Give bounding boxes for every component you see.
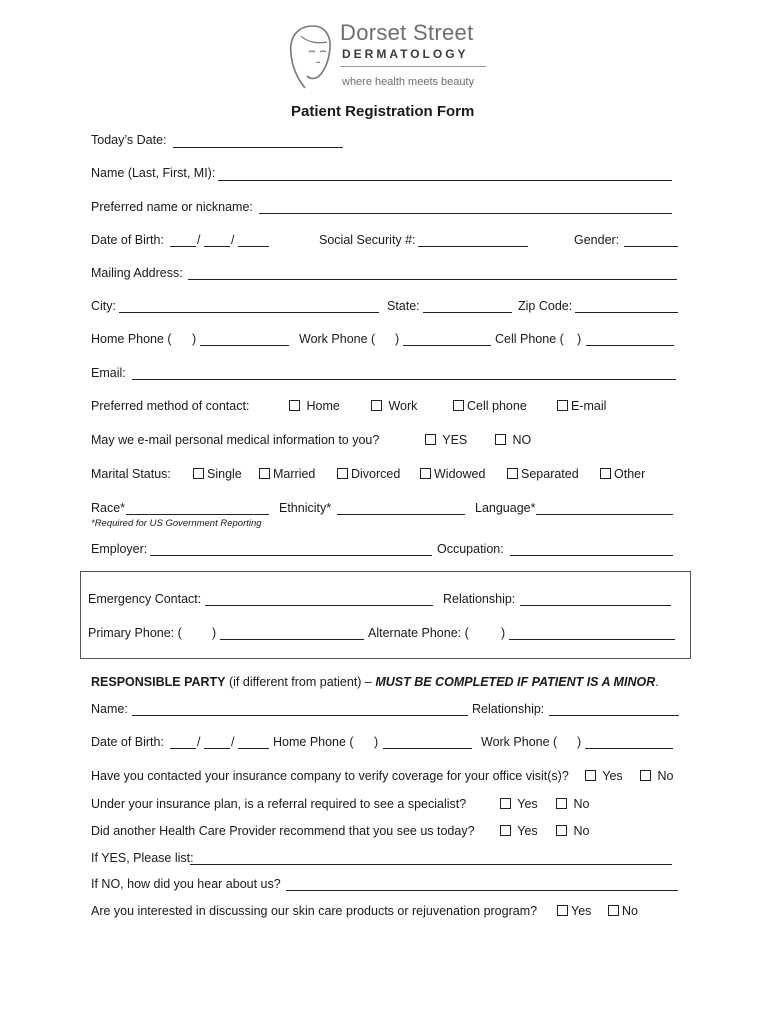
name-field[interactable] [218, 180, 672, 181]
responsible-relationship-field[interactable] [549, 715, 679, 716]
email-medical-label: May we e-mail personal medical information to you? [91, 433, 380, 447]
recommend-yes[interactable]: Yes [500, 824, 538, 838]
checkbox-icon[interactable] [453, 400, 464, 411]
skin-care-no[interactable]: No [608, 904, 638, 918]
checkbox-icon[interactable] [500, 825, 511, 836]
preferred-name-label: Preferred name or nickname: [91, 200, 253, 214]
responsible-home-phone-field[interactable] [383, 748, 472, 749]
dob-month-field[interactable] [170, 246, 196, 247]
checkbox-icon[interactable] [585, 770, 596, 781]
race-field[interactable] [126, 514, 269, 515]
checkbox-icon[interactable] [425, 434, 436, 445]
work-phone-field[interactable] [403, 345, 491, 346]
checkbox-icon[interactable] [640, 770, 651, 781]
work-phone-label: Work Phone ( [299, 332, 376, 346]
logo-name: Dorset Street [340, 20, 474, 45]
primary-phone-label: Primary Phone: ( [88, 626, 182, 640]
dob-day-field[interactable] [204, 246, 230, 247]
if-no-field[interactable] [286, 890, 678, 891]
skin-care-question: Are you interested in discussing our skin care products or rejuvenation program? [91, 904, 538, 918]
paren-close: ) [501, 626, 506, 640]
responsible-work-phone-label: Work Phone ( [481, 735, 558, 749]
emergency-contact-field[interactable] [205, 605, 433, 606]
city-field[interactable] [119, 312, 379, 313]
marital-option-married[interactable]: Married [259, 467, 315, 481]
dob-year-field[interactable] [238, 246, 269, 247]
preferred-contact-label: Preferred method of contact: [91, 399, 250, 413]
dob-label: Date of Birth: [91, 233, 164, 247]
dob-slash: / [231, 735, 235, 749]
insurance-verify-question: Have you contacted your insurance company to verify coverage for your office visit(s)? [91, 769, 569, 783]
email-field[interactable] [132, 379, 676, 380]
zip-label: Zip Code: [518, 299, 573, 313]
checkbox-icon[interactable] [193, 468, 204, 479]
dob-slash: / [197, 233, 201, 247]
todays-date-field[interactable] [173, 147, 343, 148]
responsible-name-label: Name: [91, 702, 128, 716]
home-phone-label: Home Phone ( [91, 332, 172, 346]
language-label: Language* [475, 501, 536, 515]
marital-option-divorced[interactable]: Divorced [337, 467, 400, 481]
responsible-dob-month-field[interactable] [170, 748, 196, 749]
dob-slash: / [197, 735, 201, 749]
emergency-contact-label: Emergency Contact: [88, 592, 202, 606]
marital-option-widowed[interactable]: Widowed [420, 467, 485, 481]
emergency-relationship-label: Relationship: [443, 592, 516, 606]
responsible-dob-label: Date of Birth: [91, 735, 164, 749]
insurance-verify-yes[interactable]: Yes [585, 769, 623, 783]
alternate-phone-field[interactable] [509, 639, 675, 640]
checkbox-icon[interactable] [289, 400, 300, 411]
cell-phone-field[interactable] [586, 345, 674, 346]
ethnicity-label: Ethnicity* [279, 501, 332, 515]
responsible-home-phone-label: Home Phone ( [273, 735, 354, 749]
cell-phone-label: Cell Phone ( [495, 332, 564, 346]
referral-yes[interactable]: Yes [500, 797, 538, 811]
employer-field[interactable] [150, 555, 432, 556]
checkbox-icon[interactable] [337, 468, 348, 479]
paren-close: ) [577, 735, 582, 749]
occupation-label: Occupation: [437, 542, 504, 556]
checkbox-icon[interactable] [600, 468, 611, 479]
dob-slash: / [231, 233, 235, 247]
gender-field[interactable] [624, 246, 678, 247]
responsible-dob-year-field[interactable] [238, 748, 269, 749]
state-label: State: [387, 299, 420, 313]
name-label: Name (Last, First, MI): [91, 166, 216, 180]
form-title: Patient Registration Form [291, 103, 475, 120]
if-yes-field[interactable] [190, 864, 672, 865]
primary-phone-field[interactable] [220, 639, 364, 640]
language-field[interactable] [536, 514, 673, 515]
todays-date-label: Today’s Date: [91, 133, 167, 147]
ethnicity-field[interactable] [337, 514, 465, 515]
checkbox-icon[interactable] [371, 400, 382, 411]
logo-tagline: where health meets beauty [342, 76, 475, 88]
if-no-label: If NO, how did you hear about us? [91, 877, 281, 891]
logo-divider [340, 66, 486, 67]
checkbox-icon[interactable] [495, 434, 506, 445]
email-medical-no[interactable]: NO [495, 433, 531, 447]
recommend-no[interactable]: No [556, 824, 589, 838]
checkbox-icon[interactable] [608, 905, 619, 916]
skin-care-yes[interactable]: Yes [557, 904, 591, 918]
email-medical-yes[interactable]: YES [425, 433, 467, 447]
preferred-name-field[interactable] [259, 213, 672, 214]
race-label: Race* [91, 501, 126, 515]
referral-question: Under your insurance plan, is a referral required to see a specialist? [91, 797, 467, 811]
occupation-field[interactable] [510, 555, 673, 556]
emergency-relationship-field[interactable] [520, 605, 671, 606]
state-field[interactable] [423, 312, 512, 313]
logo-subtitle: DERMATOLOGY [342, 47, 469, 61]
alternate-phone-label: Alternate Phone: ( [368, 626, 469, 640]
contact-option-cell[interactable]: Cell phone [453, 399, 527, 413]
mailing-address-label: Mailing Address: [91, 266, 183, 280]
referral-no[interactable]: No [556, 797, 589, 811]
if-yes-label: If YES, Please list: [91, 851, 194, 865]
contact-option-home[interactable]: Home [289, 399, 340, 413]
emergency-contact-box [80, 571, 691, 659]
face-outline-icon [283, 22, 335, 92]
ssn-label: Social Security #: [319, 233, 416, 247]
ssn-field[interactable] [418, 246, 528, 247]
checkbox-icon[interactable] [420, 468, 431, 479]
responsible-dob-day-field[interactable] [204, 748, 230, 749]
paren-close: ) [212, 626, 217, 640]
marital-status-label: Marital Status: [91, 467, 171, 481]
marital-option-single[interactable]: Single [193, 467, 242, 481]
employer-label: Employer: [91, 542, 148, 556]
gov-reporting-note: *Required for US Government Reporting [91, 518, 262, 529]
mailing-address-field[interactable] [188, 279, 677, 280]
checkbox-icon[interactable] [556, 825, 567, 836]
paren-close: ) [192, 332, 197, 346]
city-label: City: [91, 299, 116, 313]
recommend-question: Did another Health Care Provider recommend that you see us today? [91, 824, 475, 838]
paren-close: ) [395, 332, 400, 346]
responsible-relationship-label: Relationship: [472, 702, 545, 716]
paren-close: ) [577, 332, 582, 346]
home-phone-field[interactable] [200, 345, 289, 346]
responsible-party-heading: RESPONSIBLE PARTY (if different from patient) – MUST BE COMPLETED IF PATIENT IS A MINOR. [91, 675, 659, 689]
marital-option-other[interactable]: Other [600, 467, 645, 481]
checkbox-icon[interactable] [500, 798, 511, 809]
gender-label: Gender: [574, 233, 620, 247]
checkbox-icon[interactable] [556, 798, 567, 809]
responsible-name-field[interactable] [132, 715, 468, 716]
checkbox-icon[interactable] [557, 905, 568, 916]
checkbox-icon[interactable] [507, 468, 518, 479]
responsible-work-phone-field[interactable] [585, 748, 673, 749]
email-label: Email: [91, 366, 126, 380]
checkbox-icon[interactable] [259, 468, 270, 479]
contact-option-work[interactable]: Work [371, 399, 417, 413]
marital-option-separated[interactable]: Separated [507, 467, 579, 481]
paren-close: ) [374, 735, 379, 749]
zip-field[interactable] [575, 312, 678, 313]
checkbox-icon[interactable] [557, 400, 568, 411]
contact-option-email[interactable]: E-mail [557, 399, 606, 413]
insurance-verify-no[interactable]: No [640, 769, 673, 783]
